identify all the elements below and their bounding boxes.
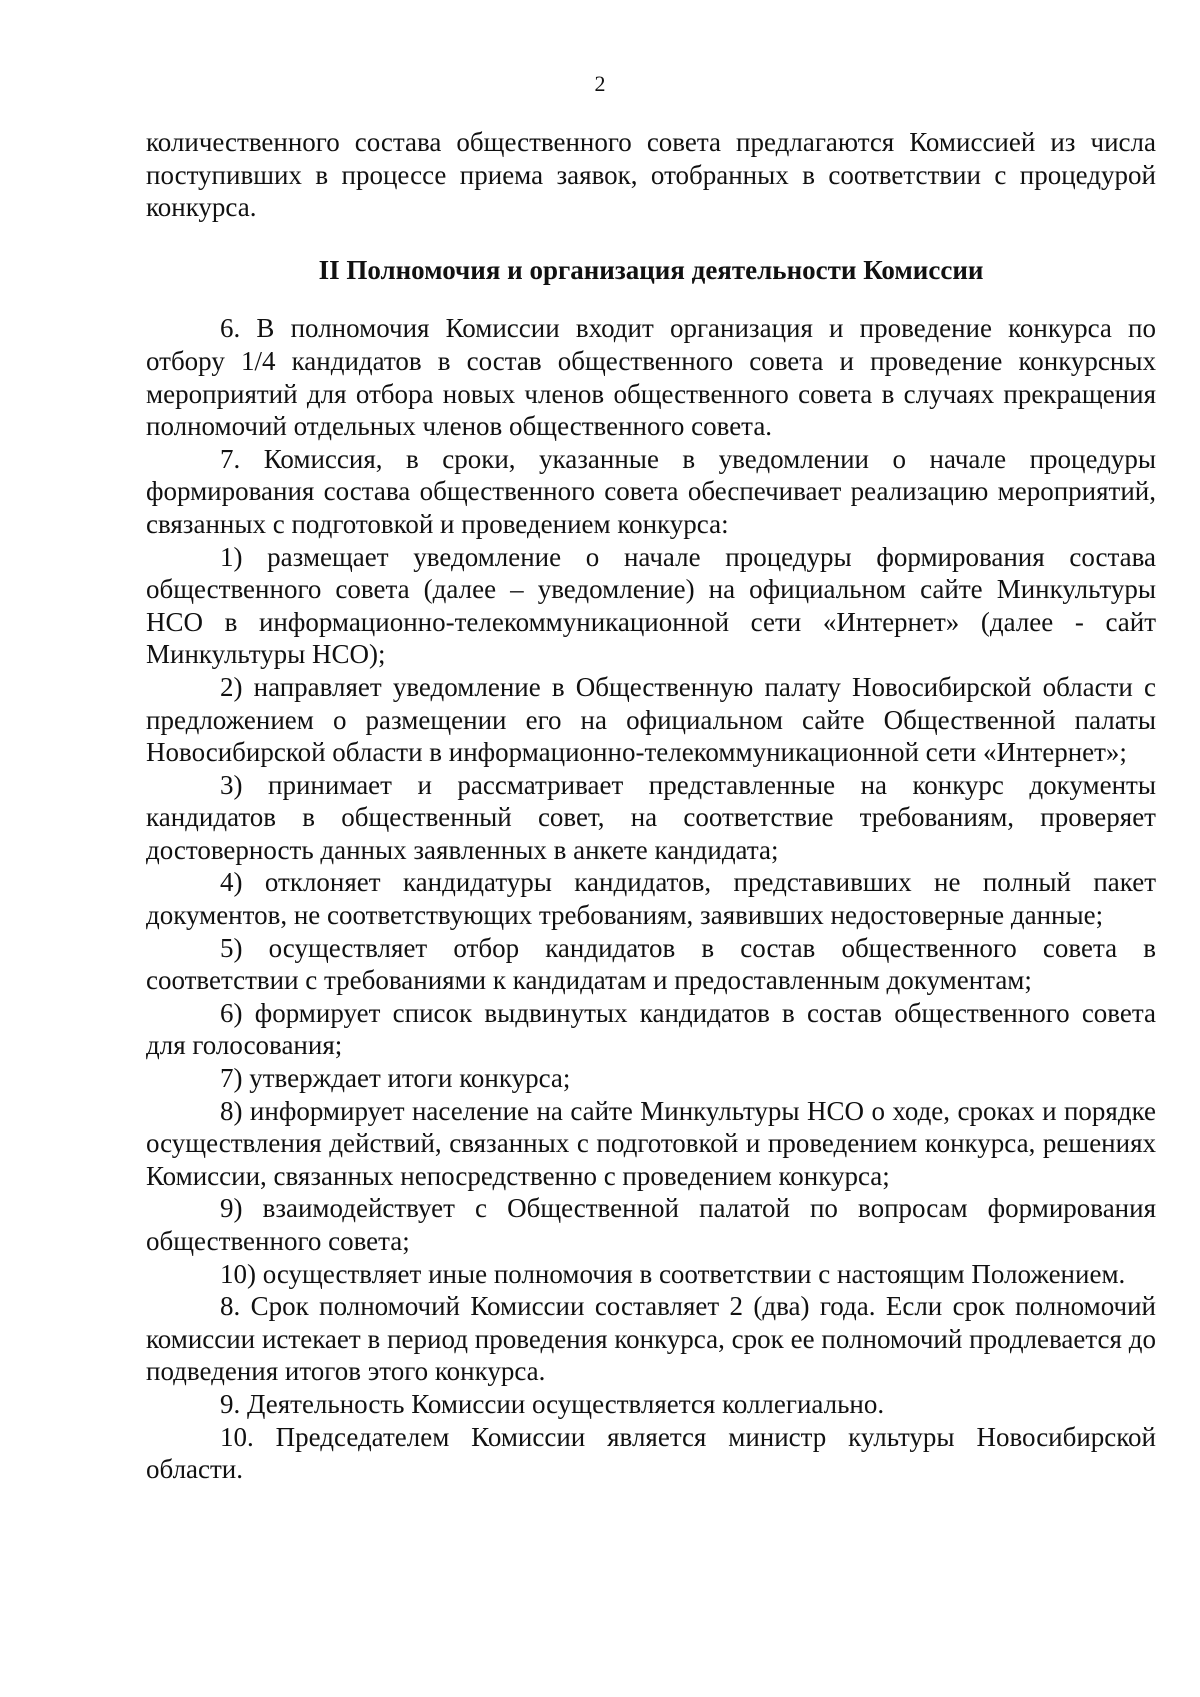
intro-paragraph: количественного состава общественного совета предлагаются Комиссией из числа поступивших в процессе приема заявок, отобранных в соответствии с процедурой конкурса. bbox=[146, 127, 1156, 223]
paragraph-7: 7. Комиссия, в сроки, указанные в уведомлении о начале процедуры формирования состава общественного совета обеспечивает реализацию мероприятий, связанных с подготовкой и проведением конкурса: bbox=[146, 443, 1156, 539]
document-body bbox=[146, 126, 1156, 1486]
list-item-9: 9) взаимодействует с Общественной палатой по вопросам формирования общественного совета; bbox=[146, 1193, 1156, 1256]
paragraph-10: 10. Председателем Комиссии является министр культуры Новосибирской области. bbox=[146, 1421, 1156, 1485]
paragraph-8: 8. Срок полномочий Комиссии составляет 2 (два) года. Если срок полномочий комиссии истекает в период проведения конкурса, срок ее полномочий продлевается до подведения итогов этого конкурса. bbox=[146, 1291, 1156, 1387]
list-item-10: 10) осуществляет иные полномочия в соответствии с настоящим Положением. bbox=[220, 1258, 1126, 1289]
list-item-4: 4) отклоняет кандидатуры кандидатов, представивших не полный пакет документов, не соответствующих требованиям, заявивших недостоверные данные; bbox=[146, 867, 1156, 931]
page-number: 2 bbox=[594, 71, 606, 96]
section-heading: II Полномочия и организация деятельности Комиссии bbox=[318, 254, 984, 285]
list-item-1: 1) размещает уведомление о начале процедуры формирования состава общественного совета (далее – уведомление) на официальном сайте Минкультуры НСО в информационно-телекоммуникационной сети «Интернет» (далее - сайт Минкультуры НСО); bbox=[146, 541, 1156, 670]
list-item-2: 2) направляет уведомление в Общественную палату Новосибирской области с предложением о размещении его на официальном сайте Общественной палаты Новосибирской области в информационно-телекоммуникационной сети «Интернет»; bbox=[146, 671, 1156, 768]
list-item-7: 7) утверждает итоги конкурса; bbox=[220, 1063, 571, 1094]
list-item-6: 6) формирует список выдвинутых кандидатов в состав общественного совета для голосования; bbox=[146, 997, 1156, 1061]
list-item-8: 8) информирует население на сайте Минкультуры НСО о ходе, сроках и порядке осуществления действий, связанных с подготовкой и проведением конкурса, решениях Комиссии, связанных непосредственно с проведением конкурса; bbox=[146, 1095, 1156, 1191]
paragraph-6: 6. В полномочия Комиссии входит организация и проведение конкурса по отбору 1/4 кандидатов в состав общественного совета и проведение конкурсных мероприятий для отбора новых членов общественного совета в случаях прекращения полномочий отдельных членов общественного совета. bbox=[146, 313, 1156, 442]
list-item-5: 5) осуществляет отбор кандидатов в состав общественного совета в соответствии с требованиями к кандидатам и предоставленным документам; bbox=[146, 932, 1156, 996]
paragraph-9: 9. Деятельность Комиссии осуществляется коллегиально. bbox=[220, 1388, 885, 1419]
list-item-3: 3) принимает и рассматривает представленные на конкурс документы кандидатов в общественный совет, на соответствие требованиям, проверяет достоверность данных заявленных в анкете кандидата; bbox=[146, 769, 1156, 865]
